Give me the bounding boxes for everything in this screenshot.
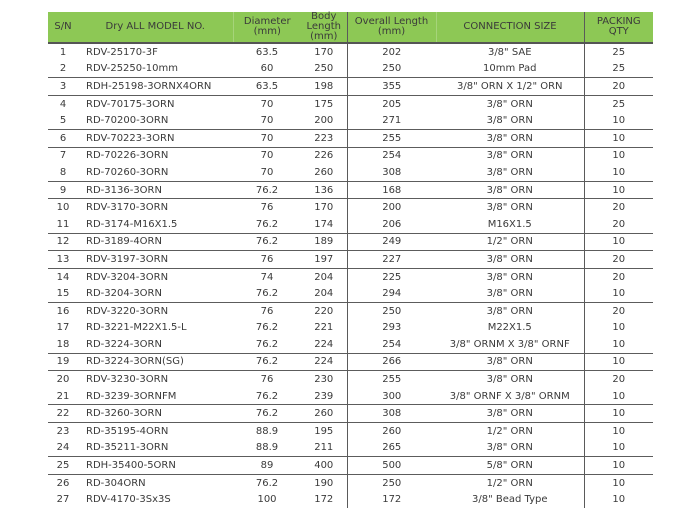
cell-sn: 16 [48,302,78,319]
cell-packing-qty: 10 [584,457,653,475]
cell-overall-length: 254 [347,147,436,164]
cell-connection-size: 3/8" ORN [486,288,533,300]
cell-model: RD-70200-3ORN [86,115,169,127]
cell-body-length: 221 [314,322,334,334]
cell-overall-length: 500 [347,457,436,475]
table-row [48,285,653,302]
cell-overall-length: 225 [347,268,436,285]
cell-packing-qty: 10 [584,474,653,491]
cell-body-length: 136 [301,181,347,199]
header-sn: S/N [48,12,78,43]
cell-body-length: 204 [301,268,347,285]
cell-packing-qty: 10 [584,440,653,457]
table-row [48,78,653,96]
cell-connection-size: 3/8" ORN [436,181,584,199]
cell-overall-length: 227 [347,251,436,269]
cell-packing-qty: 25 [584,43,653,61]
header-packing-qty: PACKING QTY [584,12,653,43]
cell-diameter: 74 [233,268,301,285]
table-row [48,405,653,423]
cell-body-length: 204 [314,288,334,300]
cell-connection-size: 3/8" ORN [436,199,584,216]
cell-body-length: 223 [301,129,347,147]
cell-packing-qty: 10 [584,112,653,129]
cell-connection-size: 3/8" ORN [486,442,533,454]
table-row [48,181,653,199]
cell-body-length: 198 [301,78,347,96]
cell-overall-length: 355 [347,78,436,96]
cell-connection-size: 3/8" ORN [486,166,533,178]
cell-diameter: 88.9 [255,442,279,454]
cell-connection-size: 1/2" ORN [436,423,584,440]
cell-connection-size: 3/8" ORN [486,115,533,127]
cell-body-length: 230 [301,371,347,388]
cell-packing-qty: 10 [584,285,653,302]
cell-connection-size: 3/8" ORN [436,95,584,112]
cell-model: RDV-3230-3ORN [78,371,233,388]
cell-packing-qty: 10 [584,388,653,405]
cell-body-length: 239 [314,390,334,402]
cell-model: RD-35211-3ORN [86,442,169,454]
cell-overall-length: 308 [347,405,436,423]
cell-packing-qty: 20 [584,268,653,285]
cell-packing-qty: 25 [584,95,653,112]
cell-overall-length: 249 [347,233,436,251]
cell-diameter: 76 [233,302,301,319]
cell-model: RDV-70175-3ORN [78,95,233,112]
cell-overall-length: 250 [347,474,436,491]
cell-diameter: 76.2 [255,218,279,230]
table-row [48,320,653,337]
table-row [48,61,653,78]
cell-model: RDV-3197-3ORN [78,251,233,269]
cell-diameter: 60 [260,63,274,75]
cell-sn: 14 [48,268,78,285]
cell-packing-qty: 10 [584,423,653,440]
table-row [48,199,653,216]
cell-body-length: 220 [301,302,347,319]
cell-sn: 17 [56,322,70,334]
table-row [48,268,653,285]
cell-body-length: 224 [301,353,347,371]
table-row [48,95,653,112]
cell-diameter: 100 [257,494,277,506]
cell-overall-length: 260 [347,423,436,440]
cell-diameter: 76.2 [255,288,279,300]
cell-connection-size: 10mm Pad [483,63,537,75]
cell-connection-size: 3/8" ORNF X 3/8" ORNM [449,390,570,402]
cell-diameter: 76.2 [233,405,301,423]
cell-model: RDV-25250-10mm [86,63,178,75]
table-row [48,251,653,269]
cell-diameter: 76.2 [255,338,279,350]
cell-connection-size: M16X1.5 [487,218,532,230]
cell-connection-size: 5/8" ORN [436,457,584,475]
cell-diameter: 70 [233,95,301,112]
cell-model: RD-3204-3ORN [86,288,162,300]
cell-connection-size: 1/2" ORN [436,474,584,491]
cell-model: RD-304ORN [78,474,233,491]
table-row [48,388,653,405]
cell-model: RDV-25170-3F [86,46,158,58]
table-row [48,233,653,251]
cell-connection-size: 3/8" ORN [436,129,584,147]
cell-sn: 7 [48,147,78,164]
table-row [48,457,653,475]
cell-body-length: 195 [301,423,347,440]
table-row [48,129,653,147]
cell-body-length: 400 [301,457,347,475]
cell-model: RDH-35400-5ORN [78,457,233,475]
cell-diameter: 89 [233,457,301,475]
cell-model: RD-3224-3ORN [86,338,162,350]
cell-model: RDV-3170-3ORN [78,199,233,216]
cell-overall-length: 168 [347,181,436,199]
cell-connection-size: 3/8" ORN X 1/2" ORN [436,78,584,96]
cell-model: RD-3174-M16X1.5 [86,218,178,230]
cell-overall-length: 202 [347,43,436,61]
cell-overall-length: 205 [347,95,436,112]
cell-packing-qty: 10 [584,147,653,164]
table-row [48,216,653,233]
cell-diameter: 70 [260,115,274,127]
cell-diameter: 70 [233,147,301,164]
cell-sn: 1 [59,46,67,58]
cell-model: RD-3224-3ORN(SG) [78,353,233,371]
cell-sn: 9 [48,181,78,199]
cell-packing-qty: 20 [584,251,653,269]
cell-overall-length: 172 [347,491,436,508]
cell-sn: 4 [48,95,78,112]
cell-sn: 12 [48,233,78,251]
cell-model: RD-70226-3ORN [78,147,233,164]
cell-diameter: 76 [233,371,301,388]
cell-connection-size: 3/8" ORN [436,268,584,285]
cell-sn: 3 [48,78,78,96]
cell-diameter: 76.2 [255,390,279,402]
header-overall-length: Overall Length (mm) [347,12,436,43]
cell-body-length: 172 [314,494,334,506]
table-row [48,112,653,129]
cell-body-length: 189 [301,233,347,251]
cell-body-length: 197 [301,251,347,269]
cell-body-length: 250 [314,63,334,75]
cell-packing-qty: 10 [584,164,653,181]
cell-connection-size: 3/8" ORN [436,405,584,423]
product-spec-table [48,12,653,508]
cell-body-length: 260 [314,166,334,178]
cell-connection-size: M22X1.5 [487,322,532,334]
cell-sn: 22 [48,405,78,423]
cell-connection-size: 3/8" ORN [436,302,584,319]
table-row [48,164,653,181]
cell-overall-length: 293 [347,320,436,337]
cell-packing-qty: 10 [584,336,653,353]
cell-model: RDH-25198-3ORNX4ORN [78,78,233,96]
cell-sn: 6 [48,129,78,147]
cell-model: RD-3189-4ORN [78,233,233,251]
cell-sn: 5 [59,115,67,127]
cell-diameter: 70 [260,166,274,178]
table-row [48,423,653,440]
table-body [48,43,653,508]
cell-sn: 11 [56,218,70,230]
cell-body-length: 211 [314,442,334,454]
cell-model: RDV-3220-3ORN [78,302,233,319]
cell-diameter: 76.2 [255,322,279,334]
cell-body-length: 170 [314,46,334,58]
table-row [48,353,653,371]
cell-overall-length: 250 [347,302,436,319]
cell-overall-length: 265 [347,440,436,457]
cell-model: RD-3221-M22X1.5-L [86,322,187,334]
cell-packing-qty: 10 [584,405,653,423]
cell-connection-size: 3/8" Bead Type [471,494,548,506]
cell-body-length: 174 [314,218,334,230]
cell-sn: 21 [56,390,70,402]
cell-model: RDV-3204-3ORN [78,268,233,285]
cell-sn: 15 [56,288,70,300]
cell-sn: 27 [56,494,70,506]
cell-diameter: 76.2 [233,474,301,491]
cell-sn: 23 [48,423,78,440]
cell-diameter: 76.2 [233,233,301,251]
cell-packing-qty: 20 [584,78,653,96]
cell-diameter: 76.2 [233,181,301,199]
cell-diameter: 63.5 [255,46,279,58]
table-row [48,336,653,353]
cell-model: RDV-4170-3Sx3S [86,494,171,506]
cell-sn: 19 [48,353,78,371]
table-header-row [48,12,653,43]
cell-packing-qty: 10 [584,129,653,147]
cell-model: RD-70260-3ORN [86,166,169,178]
cell-overall-length: 271 [347,112,436,129]
cell-model: RD-3239-3ORNFM [86,390,177,402]
cell-model: RD-3136-3ORN [78,181,233,199]
cell-packing-qty: 10 [584,181,653,199]
cell-overall-length: 254 [347,336,436,353]
header-body-length: Body Length (mm) [301,12,347,43]
cell-overall-length: 266 [347,353,436,371]
cell-packing-qty: 10 [584,320,653,337]
cell-diameter: 70 [233,129,301,147]
cell-packing-qty: 20 [584,216,653,233]
cell-body-length: 260 [301,405,347,423]
header-connection-size: CONNECTION SIZE [436,12,584,43]
header-diameter: Diameter (mm) [233,12,301,43]
cell-connection-size: 3/8" SAE [487,46,532,58]
header-model: Dry ALL MODEL NO. [78,12,233,43]
cell-packing-qty: 20 [584,302,653,319]
table-row [48,302,653,319]
cell-sn: 2 [59,63,67,75]
cell-overall-length: 255 [347,129,436,147]
cell-body-length: 226 [301,147,347,164]
cell-model: RD-35195-4ORN [78,423,233,440]
cell-connection-size: 3/8" ORN [436,371,584,388]
cell-connection-size: 1/2" ORN [436,233,584,251]
cell-body-length: 200 [314,115,334,127]
table-row [48,371,653,388]
cell-body-length: 224 [314,338,334,350]
cell-diameter: 76 [233,199,301,216]
cell-overall-length: 294 [347,285,436,302]
cell-packing-qty: 25 [584,61,653,78]
cell-sn: 25 [48,457,78,475]
cell-body-length: 175 [301,95,347,112]
cell-sn: 8 [59,166,67,178]
cell-connection-size: 3/8" ORN [436,147,584,164]
cell-model: RDV-70223-3ORN [78,129,233,147]
cell-overall-length: 255 [347,371,436,388]
cell-sn: 10 [48,199,78,216]
cell-sn: 20 [48,371,78,388]
cell-sn: 18 [56,338,70,350]
table-row [48,43,653,61]
cell-overall-length: 300 [347,388,436,405]
cell-diameter: 63.5 [233,78,301,96]
cell-connection-size: 3/8" ORNM X 3/8" ORNF [449,338,570,350]
cell-packing-qty: 10 [584,491,653,508]
cell-diameter: 88.9 [233,423,301,440]
cell-diameter: 76.2 [233,353,301,371]
cell-packing-qty: 20 [584,371,653,388]
cell-overall-length: 206 [347,216,436,233]
cell-sn: 26 [48,474,78,491]
cell-connection-size: 3/8" ORN [436,251,584,269]
cell-packing-qty: 20 [584,199,653,216]
table-row [48,147,653,164]
cell-packing-qty: 10 [584,233,653,251]
cell-sn: 13 [48,251,78,269]
cell-sn: 24 [56,442,70,454]
cell-body-length: 190 [301,474,347,491]
cell-overall-length: 200 [347,199,436,216]
cell-connection-size: 3/8" ORN [436,353,584,371]
table-row [48,491,653,508]
table-row [48,474,653,491]
cell-diameter: 76 [233,251,301,269]
table-row [48,440,653,457]
cell-overall-length: 250 [347,61,436,78]
cell-model: RD-3260-3ORN [78,405,233,423]
cell-packing-qty: 10 [584,353,653,371]
cell-body-length: 170 [301,199,347,216]
cell-overall-length: 308 [347,164,436,181]
